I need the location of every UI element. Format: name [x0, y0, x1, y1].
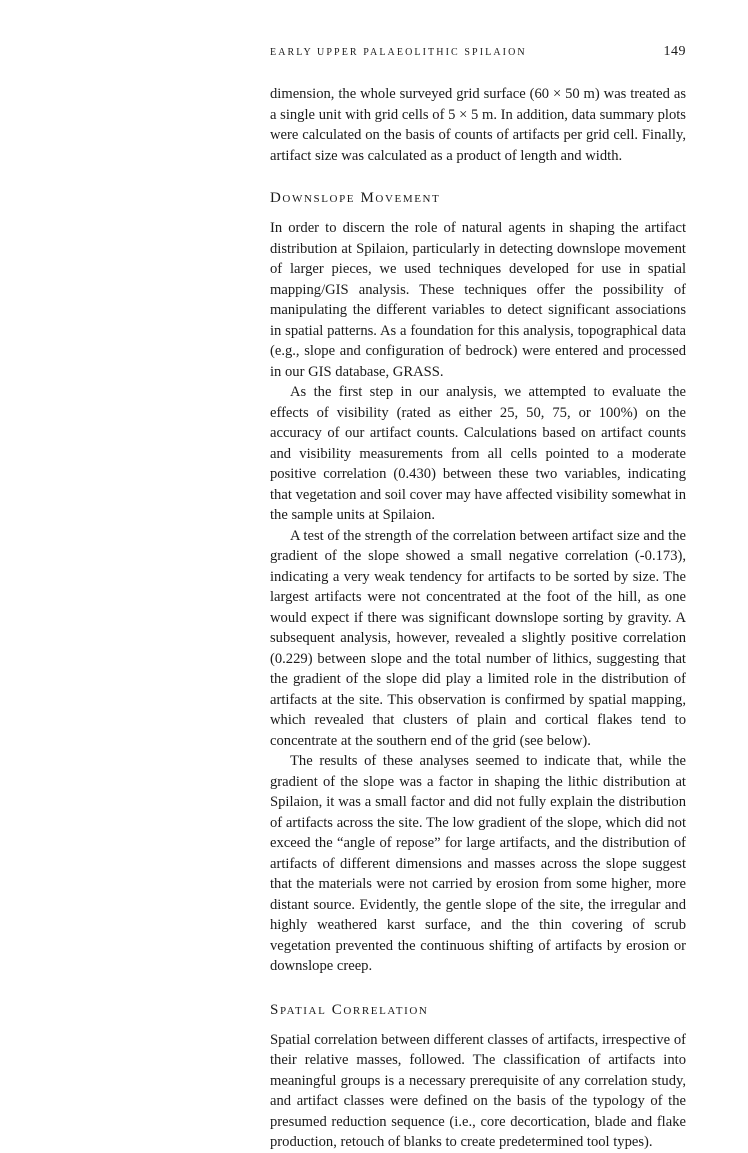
running-title: EARLY UPPER PALAEOLITHIC SPILAION — [270, 47, 527, 58]
paragraph-downslope-3: A test of the strength of the correlation between artifact size and the gradient of the slope showed a small negative correlation (-0.173), indicating a very weak tendency for artifacts to be sorted by size. The largest artifacts were not concentrated at the foot of the hill, as one would expect if there was significant downslope sorting by gravity. A subsequent analysis, however, revealed a slightly positive correlation (0.229) between slope and the total number of lithics, suggesting that the gradient of the slope did play a limited role in the distribution of artifacts at the site. This observation is confirmed by spatial mapping, which revealed that clusters of plain and cortical flakes tend to concentrate at the southern end of the grid (see below). — [270, 527, 686, 749]
body-text — [270, 84, 686, 1153]
paragraph-spatial-1: Spatial correlation between different classes of artifacts, irrespective of their relative masses, followed. The classification of artifacts into meaningful groups is a necessary prerequisite of any correlation study, and artifact classes were defined on the basis of the typology of the presumed reduction sequence (i.e., core decortication, blade and flake production, retouch of blanks to create predetermined tool types). — [270, 1031, 686, 1150]
page-number: 149 — [663, 44, 686, 59]
page — [270, 44, 686, 1153]
paragraph-downslope-4: The results of these analyses seemed to indicate that, while the gradient of the slope was a factor in shaping the lithic distribution at Spilaion, it was a small factor and did not fully explain the distribution of artifacts across the site. The low gradient of the slope, which did not exceed the “angle of repose” for large artifacts, and the distribution of artifacts of different dimensions and masses across the slope suggest that the materials were not carried by erosion from some higher, more distant source. Evidently, the gentle slope of the site, the irregular and highly weathered karst surface, and the thin covering of scrub vegetation prevented the continuous shifting of artifacts by erosion or downslope creep. — [270, 753, 686, 974]
section-heading-downslope-movement: Downslope Movement — [270, 190, 441, 206]
section-heading-spatial-correlation: Spatial Correlation — [270, 1001, 429, 1018]
paragraph-intro-continued: dimension, the whole surveyed grid surface (60 × 50 m) was treated as a single unit with grid cells of 5 × 5 m. In addition, data summary plots were calculated on the basis of counts of artifacts per grid cell. Finally, artifact size was calculated as a product of length and width. — [270, 86, 686, 164]
paragraph-downslope-2: As the first step in our analysis, we attempted to evaluate the effects of visibility (rated as either 25, 50, 75, or 100%) on the accuracy of our artifact counts. Calculations based on artifact counts and visibility measurements from all cells pointed to a moderate positive correlation (0.430) between these two variables, indicating that vegetation and soil cover may have affected visibility somewhat in the sample units at Spilaion. — [270, 384, 686, 523]
running-head — [270, 44, 686, 66]
paragraph-downslope-1: In order to discern the role of natural agents in shaping the artifact distribution at Spilaion, particularly in detecting downslope movement of larger pieces, we used techniques developed for use in spatial mapping/GIS analysis. These techniques offer the possibility of manipulating the different variables to detect significant associations in spatial patterns. As a foundation for this analysis, topographical data (e.g., slope and configuration of bedrock) were entered and processed in our GIS database, GRASS. — [270, 220, 686, 380]
